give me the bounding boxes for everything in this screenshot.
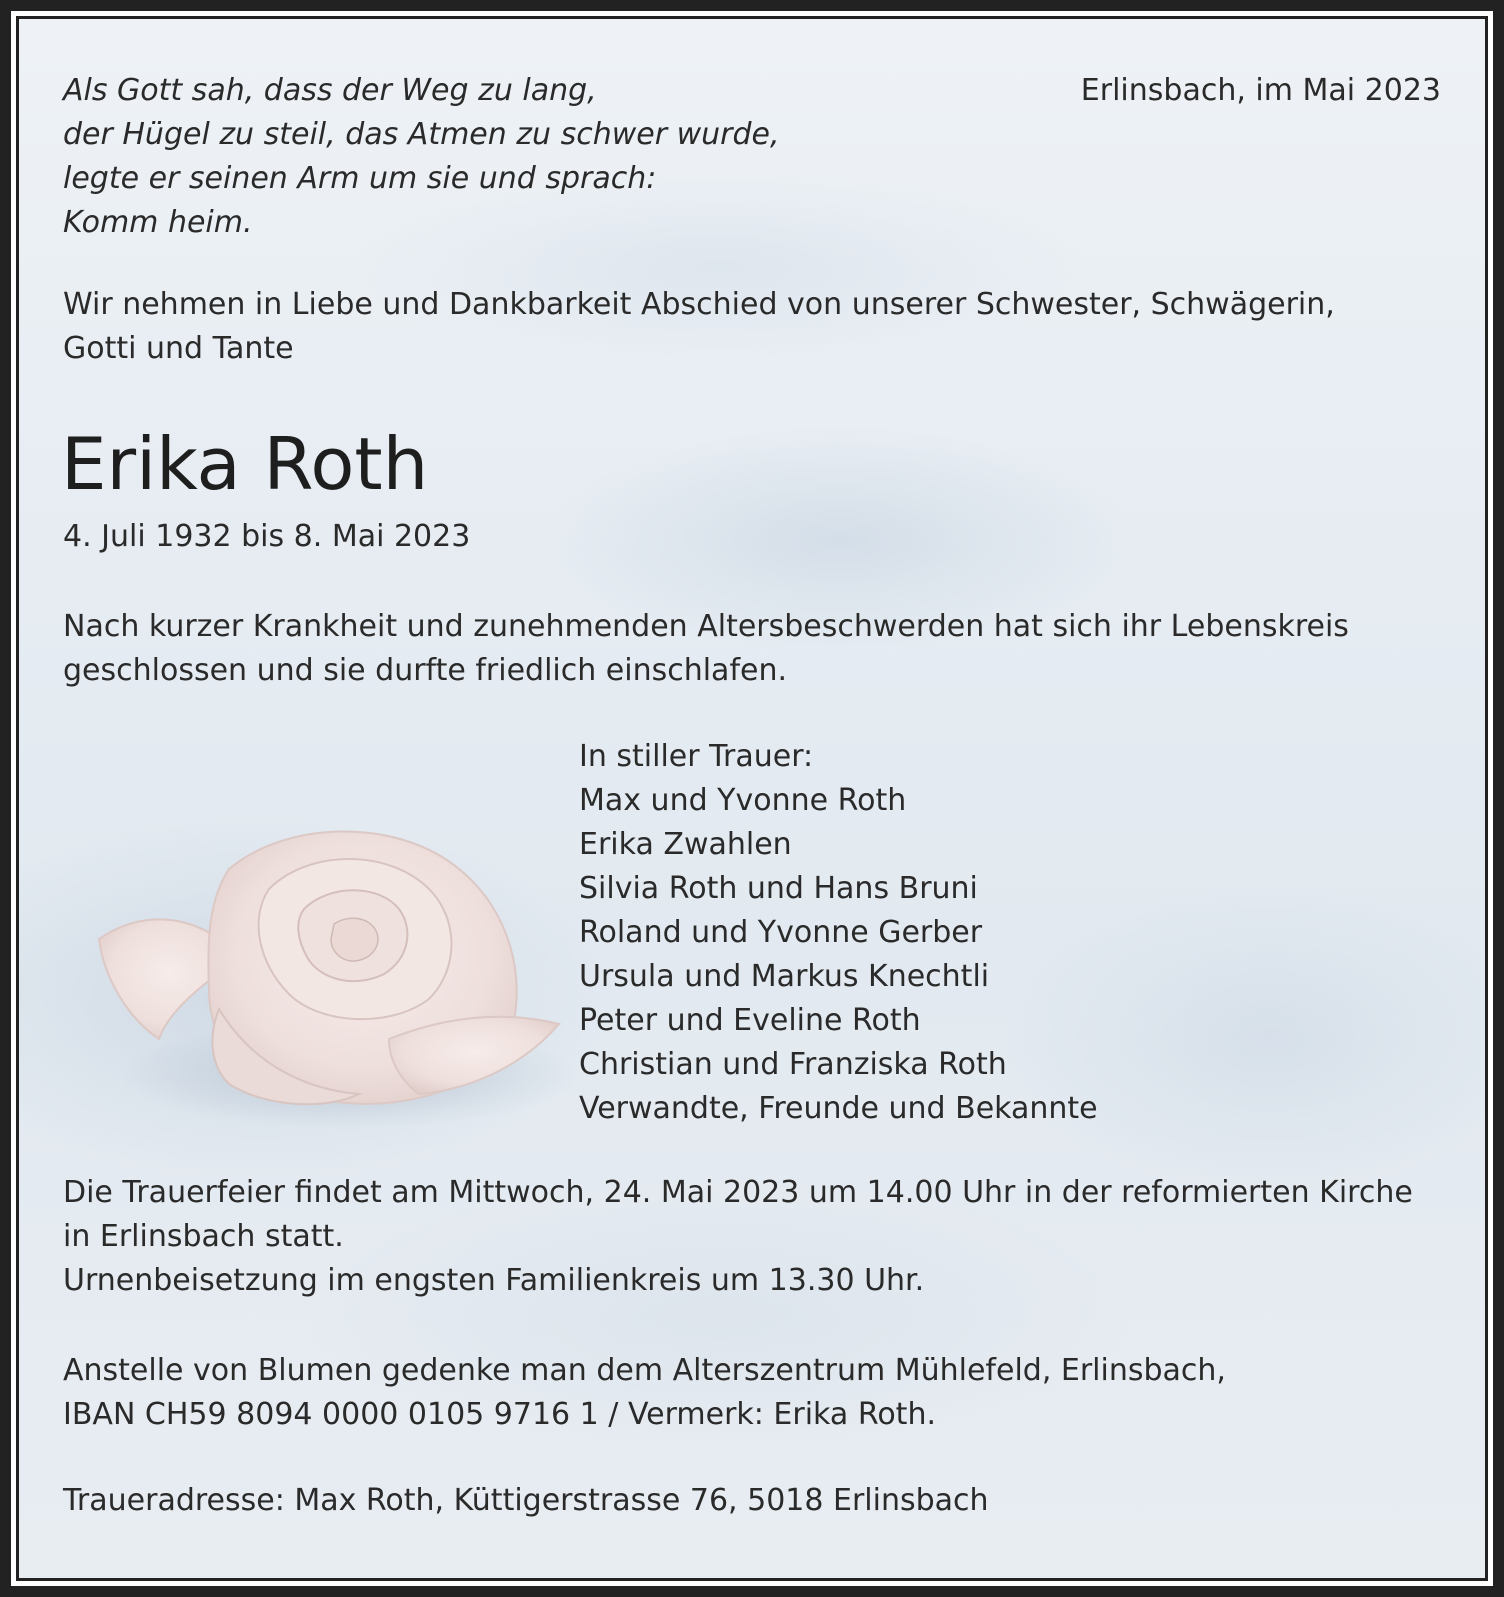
mourner-name: Silvia Roth und Hans Bruni (579, 871, 978, 906)
place-date: Erlinsbach, im Mai 2023 (1080, 73, 1441, 108)
ceremony-line: Urnenbeisetzung im engsten Familienkreis um 13.30 Uhr. (63, 1263, 925, 1298)
obituary-card (16, 16, 1488, 1581)
life-dates: 4. Juli 1932 bis 8. Mai 2023 (63, 519, 471, 554)
mourner-name: Verwandte, Freunde und Bekannte (579, 1091, 1098, 1126)
mourners-list (579, 735, 1098, 1131)
poem-line: legte er seinen Arm um sie und sprach: (63, 161, 657, 196)
mourner-name: Peter und Eveline Roth (579, 1003, 921, 1038)
ceremony-line: in Erlinsbach statt. (63, 1219, 344, 1254)
paragraph-line: geschlossen und sie durfte friedlich einschlafen. (63, 653, 788, 688)
mourner-name: Ursula und Markus Knechtli (579, 959, 990, 994)
poem (63, 69, 780, 245)
poem-line: Komm heim. (63, 205, 253, 240)
donation-info (63, 1349, 1226, 1437)
ceremony-line: Die Trauerfeier findet am Mittwoch, 24. Mai 2023 um 14.00 Uhr in der reformierten Kirche (63, 1175, 1413, 1210)
donation-line: IBAN CH59 8094 0000 0105 9716 1 / Vermerk: Erika Roth. (63, 1397, 936, 1432)
mourner-name: Max und Yvonne Roth (579, 783, 907, 818)
ceremony-info (63, 1171, 1413, 1303)
mourning-address: Traueradresse: Max Roth, Küttigerstrasse 76, 5018 Erlinsbach (63, 1483, 989, 1518)
donation-line: Anstelle von Blumen gedenke man dem Alterszentrum Mühlefeld, Erlinsbach, (63, 1353, 1226, 1388)
mourner-name: Roland und Yvonne Gerber (579, 915, 983, 950)
mourner-name: Erika Zwahlen (579, 827, 792, 862)
passing-paragraph (63, 605, 1349, 693)
poem-line: Als Gott sah, dass der Weg zu lang, (63, 73, 597, 108)
paragraph-line: Nach kurzer Krankheit und zunehmenden Altersbeschwerden hat sich ihr Lebenskreis (63, 609, 1349, 644)
deceased-name: Erika Roth (61, 422, 429, 506)
intro-text (63, 283, 1335, 371)
poem-line: der Hügel zu steil, das Atmen zu schwer wurde, (63, 117, 780, 152)
intro-line: Wir nehmen in Liebe und Dankbarkeit Abschied von unserer Schwester, Schwägerin, (63, 287, 1335, 322)
intro-line: Gotti und Tante (63, 331, 294, 366)
mourner-name: Christian und Franziska Roth (579, 1047, 1007, 1082)
rose-image (59, 809, 579, 1129)
mourners-heading: In stiller Trauer: (579, 739, 814, 774)
